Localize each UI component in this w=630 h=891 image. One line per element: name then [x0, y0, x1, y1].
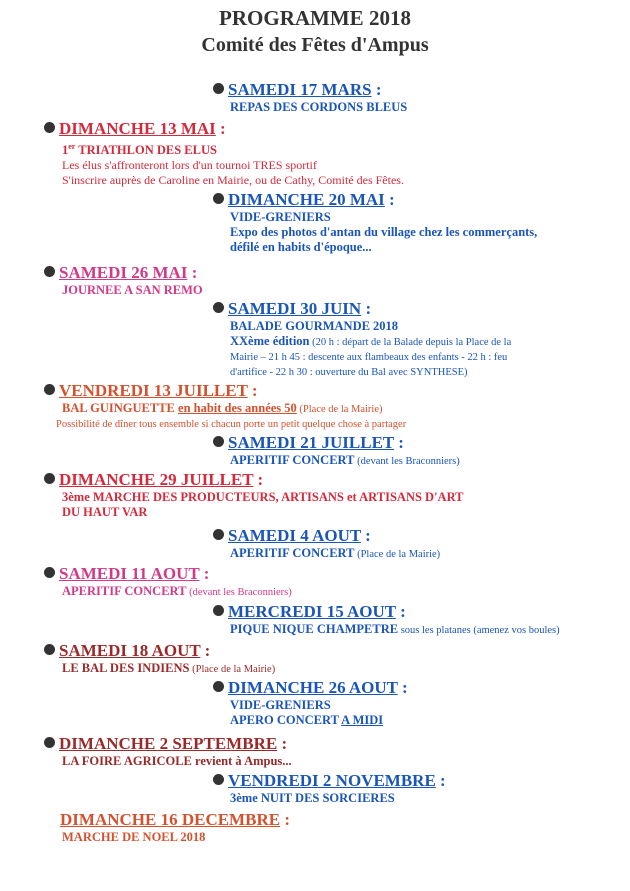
event-detail: d'artifice - 22 h 30 : ouverture du Bal avec SYNTHESE) [230, 367, 468, 378]
event-desc: VIDE-GRENIERS [230, 210, 331, 224]
event-date: SAMEDI 26 MAI [59, 263, 188, 282]
event-date: SAMEDI 30 JUIN [228, 299, 362, 318]
event-date: SAMEDI 21 JUILLET [228, 433, 394, 452]
event-date: DIMANCHE 29 JUILLET [59, 470, 254, 489]
event-detail: APERO CONCERT A MIDI [230, 713, 384, 727]
event-date: SAMEDI 4 AOUT [228, 526, 361, 545]
event-dimanche-29-juillet: DIMANCHE 29 JUILLET : 3ème MARCHE DES PRODUCTEURS, ARTISANS et ARTISANS D'ART DU HAUT VAR [44, 470, 464, 520]
bullet-icon [44, 122, 55, 133]
event-mercredi-15-aout: MERCREDI 15 AOUT : PIQUE NIQUE CHAMPETRE sous les platanes (amenez vos boules) [213, 602, 560, 638]
event-desc: VIDE-GRENIERS [230, 698, 331, 712]
event-desc: MARCHE DE NOEL 2018 [62, 830, 206, 844]
bullet-icon [213, 83, 224, 94]
page-subtitle: Comité des Fêtes d'Ampus [201, 34, 429, 56]
bullet-icon [213, 193, 224, 204]
event-detail: Possibilité de dîner tous ensemble si chacun porte un petit quelque chose à partager [56, 419, 407, 430]
event-samedi-11-aout: SAMEDI 11 AOUT : APERITIF CONCERT (devant les Braconniers) [44, 564, 292, 600]
bullet-icon [213, 529, 224, 540]
event-date: MERCREDI 15 AOUT [228, 602, 396, 621]
event-date: VENDREDI 2 NOVEMBRE [228, 771, 436, 790]
bullet-icon [44, 266, 55, 277]
event-detail: DU HAUT VAR [62, 505, 148, 519]
event-date: DIMANCHE 26 AOUT [228, 678, 398, 697]
event-desc: LA FOIRE AGRICOLE revient à Ampus... [62, 754, 292, 768]
event-detail: Mairie – 21 h 45 : descente aux flambeaux des enfants - 22 h : feu [230, 352, 508, 363]
bullet-icon [213, 436, 224, 447]
page-title: PROGRAMME 2018 [219, 6, 411, 30]
bullet-icon [44, 473, 55, 484]
event-detail: défilé en habits d'époque... [230, 240, 372, 254]
event-desc: 3ème NUIT DES SORCIERES [230, 791, 395, 805]
event-dimanche-13-mai: DIMANCHE 13 MAI : 1er TRIATHLON DES ELUS Les élus s'affronteront lors d'un tournoi TRES sportif S'inscrire auprès de Caroline en Mairie, ou de Cathy, Comité des Fêtes. [44, 119, 404, 188]
event-desc: APERITIF CONCERT (devant les Braconniers) [230, 453, 460, 467]
event-date: DIMANCHE 20 MAI [228, 190, 385, 209]
event-samedi-30-juin: SAMEDI 30 JUIN : BALADE GOURMANDE 2018 XXème édition (20 h : départ de la Balade depuis la Place de la Mairie – 21 h 45 : descente aux flambeaux des enfants - 22 h : feu d'artifice - 22 h 30 : ouverture du Bal avec SYNTHESE) [213, 299, 511, 380]
event-date: DIMANCHE 13 MAI [59, 119, 216, 138]
bullet-icon [44, 644, 55, 655]
event-desc: 3ème MARCHE DES PRODUCTEURS, ARTISANS et ARTISANS D'ART [62, 490, 464, 504]
event-detail: Les élus s'affronteront lors d'un tournoi TRES sportif [62, 158, 317, 173]
event-samedi-26-mai: SAMEDI 26 MAI : JOURNEE A SAN REMO [44, 263, 203, 298]
event-vendredi-2-novembre: VENDREDI 2 NOVEMBRE : 3ème NUIT DES SORCIERES [213, 771, 446, 806]
event-desc: BALADE GOURMANDE 2018 [230, 319, 399, 333]
event-samedi-17-mars: SAMEDI 17 MARS : REPAS DES CORDONS BLEUS [213, 80, 407, 115]
event-detail: S'inscrire auprès de Caroline en Mairie, ou de Cathy, Comité des Fêtes. [62, 173, 404, 188]
event-desc: REPAS DES CORDONS BLEUS [230, 100, 408, 114]
event-desc: APERITIF CONCERT (Place de la Mairie) [230, 546, 441, 560]
bullet-icon [213, 681, 224, 692]
event-samedi-4-aout: SAMEDI 4 AOUT : APERITIF CONCERT (Place de la Mairie) [213, 526, 440, 562]
event-samedi-21-juillet: SAMEDI 21 JUILLET : APERITIF CONCERT (devant les Braconniers) [213, 433, 460, 469]
event-detail: XXème édition (20 h : départ de la Balade depuis la Place de la [230, 334, 512, 348]
bullet-icon [213, 774, 224, 785]
event-date: DIMANCHE 2 SEPTEMBRE [59, 734, 278, 753]
event-desc: JOURNEE A SAN REMO [62, 283, 203, 297]
bullet-icon [44, 737, 55, 748]
event-desc: 1er TRIATHLON DES ELUS [62, 142, 217, 158]
bullet-icon [213, 302, 224, 313]
event-dimanche-26-aout: DIMANCHE 26 AOUT : VIDE-GRENIERS APERO CONCERT A MIDI [213, 678, 408, 728]
event-desc: PIQUE NIQUE CHAMPETRE sous les platanes (amenez vos boules) [230, 622, 560, 636]
event-desc: BAL GUINGUETTE en habit des années 50 (Place de la Mairie) [62, 401, 383, 415]
event-date: DIMANCHE 16 DECEMBRE [60, 810, 281, 829]
event-desc: APERITIF CONCERT (devant les Braconniers) [62, 584, 292, 598]
event-dimanche-20-mai: DIMANCHE 20 MAI : VIDE-GRENIERS Expo des photos d'antan du village chez les commerçants, défilé en habits d'époque... [213, 190, 537, 255]
bullet-icon [44, 567, 55, 578]
event-desc: LE BAL DES INDIENS (Place de la Mairie) [62, 661, 276, 675]
event-dimanche-16-decembre: DIMANCHE 16 DECEMBRE : MARCHE DE NOEL 2018 [60, 810, 290, 844]
bullet-icon [213, 605, 224, 616]
event-dimanche-2-septembre: DIMANCHE 2 SEPTEMBRE : LA FOIRE AGRICOLE revient à Ampus... [44, 734, 292, 769]
event-vendredi-13-juillet: VENDREDI 13 JUILLET : BAL GUINGUETTE en habit des années 50 (Place de la Mairie) Possibilité de dîner tous ensemble si chacun porte un petit quelque chose à partager [44, 381, 406, 432]
event-date: SAMEDI 18 AOUT [59, 641, 201, 660]
event-detail: Expo des photos d'antan du village chez les commerçants, [230, 225, 538, 239]
event-date: SAMEDI 11 AOUT [59, 564, 200, 583]
event-date: SAMEDI 17 MARS [228, 80, 372, 99]
event-samedi-18-aout: SAMEDI 18 AOUT : LE BAL DES INDIENS (Place de la Mairie) [44, 641, 275, 677]
event-date: VENDREDI 13 JUILLET [59, 381, 248, 400]
bullet-icon [44, 384, 55, 395]
